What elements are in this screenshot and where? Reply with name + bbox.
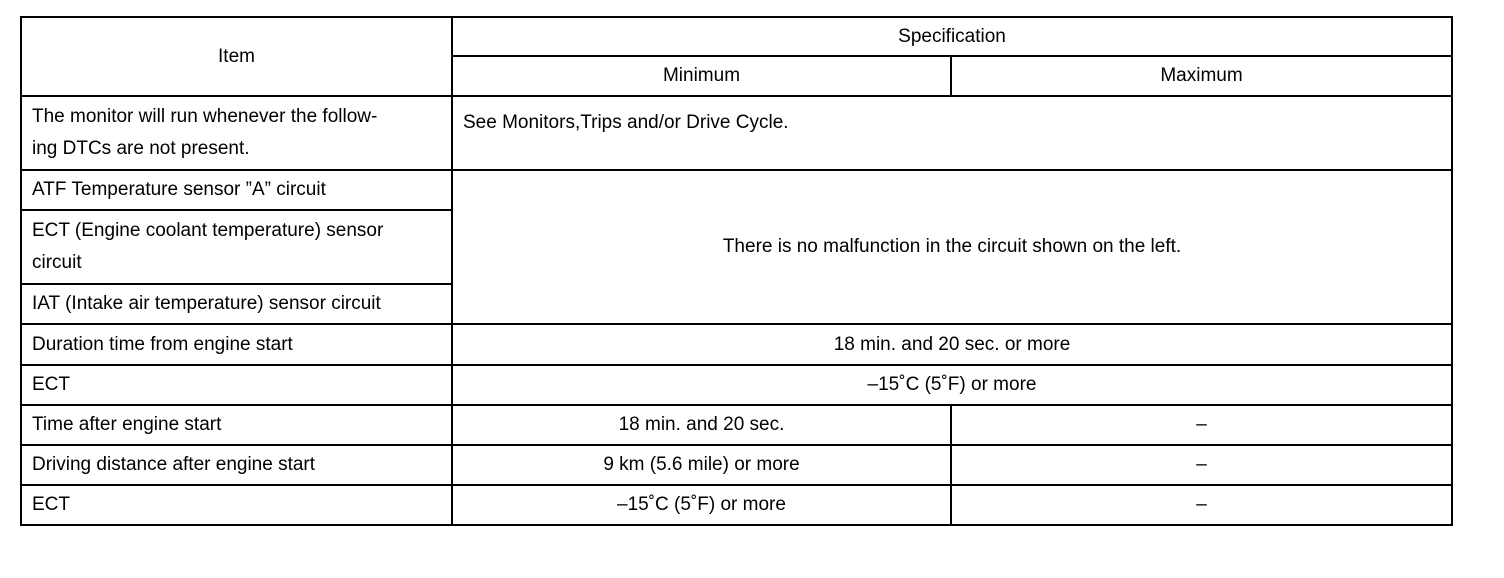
distance-min-cell: 9 km (5.6 mile) or more	[452, 445, 951, 485]
ect-circuit-line2: circuit	[32, 252, 82, 273]
distance-max-cell: –	[951, 445, 1452, 485]
duration-item-cell: Duration time from engine start	[21, 324, 452, 365]
circuit-spec-cell: There is no malfunction in the circuit shown on the left.	[452, 170, 1452, 324]
ect-circuit-cell	[21, 210, 452, 284]
distance-item-cell: Driving distance after engine start	[21, 445, 452, 485]
ect1-item-cell: ECT	[21, 365, 452, 405]
header-item: Item	[21, 17, 452, 96]
monitor-item-line1: The monitor will run whenever the follow-	[32, 106, 378, 127]
table-row	[21, 170, 1452, 210]
table-row	[21, 405, 1452, 445]
monitor-spec-cell: See Monitors,Trips and/or Drive Cycle.	[452, 96, 1452, 170]
ect2-min-cell: –15˚C (5˚F) or more	[452, 485, 951, 525]
table-row	[21, 485, 1452, 525]
time-after-item-cell: Time after engine start	[21, 405, 452, 445]
ect2-max-cell: –	[951, 485, 1452, 525]
table-row	[21, 445, 1452, 485]
header-minimum: Minimum	[452, 56, 951, 96]
time-after-max-cell: –	[951, 405, 1452, 445]
monitor-item-line2: ing DTCs are not present.	[32, 138, 250, 159]
table-row	[21, 324, 1452, 365]
atf-circuit-cell: ATF Temperature sensor ”A” circuit	[21, 170, 452, 210]
header-maximum: Maximum	[951, 56, 1452, 96]
ect-circuit-line1: ECT (Engine coolant temperature) sensor	[32, 220, 384, 241]
iat-circuit-cell: IAT (Intake air temperature) sensor circuit	[21, 284, 452, 324]
ect2-item-cell: ECT	[21, 485, 452, 525]
table-row	[21, 365, 1452, 405]
header-specification: Specification	[452, 17, 1452, 56]
ect1-spec-cell: –15˚C (5˚F) or more	[452, 365, 1452, 405]
time-after-min-cell: 18 min. and 20 sec.	[452, 405, 951, 445]
header-row	[21, 17, 1452, 56]
specification-table	[20, 16, 1453, 526]
duration-spec-cell: 18 min. and 20 sec. or more	[452, 324, 1452, 365]
table-row	[21, 96, 1452, 170]
monitor-item-cell	[21, 96, 452, 170]
